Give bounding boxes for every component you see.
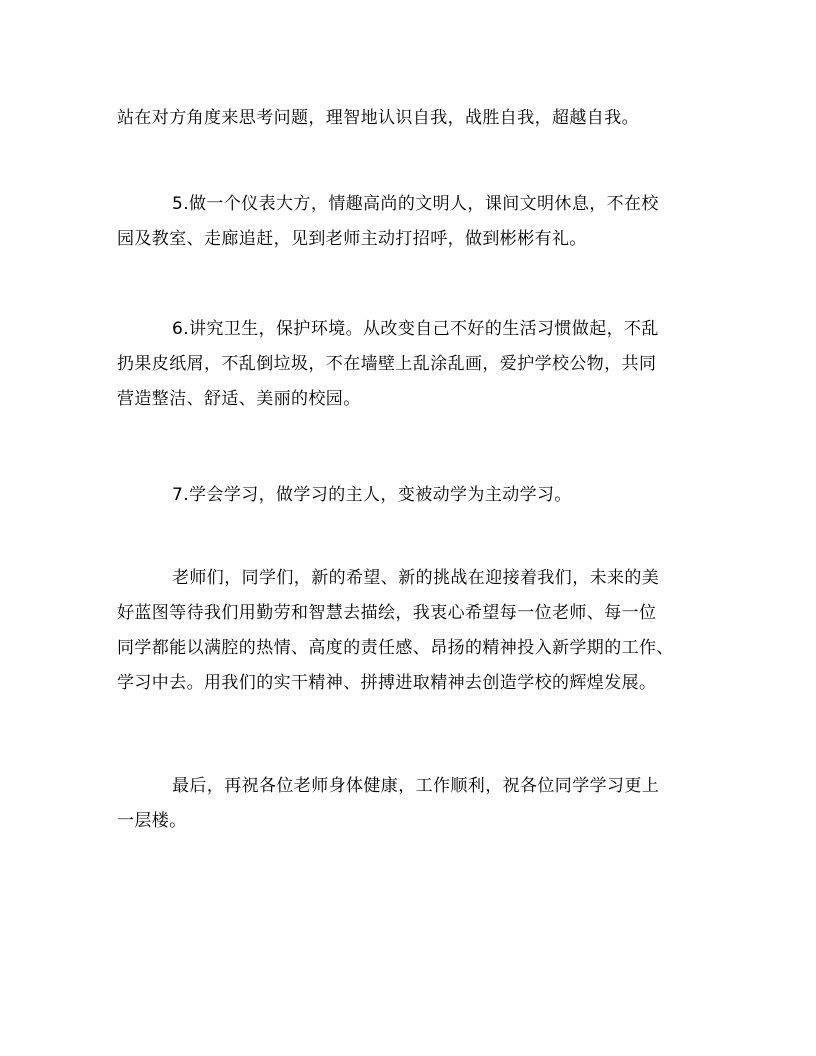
paragraph-item-6	[117, 312, 707, 417]
paragraph-line: 学习中去。用我们的实干精神、拼搏进取精神去创造学校的辉煌发展。	[117, 673, 657, 693]
paragraph-closing-remarks	[117, 561, 707, 701]
paragraph-line: 6.讲究卫生，保护环境。从改变自己不好的生活习惯做起，不乱	[172, 319, 659, 339]
paragraph-line: 站在对方角度来思考问题，理智地认识自我，战胜自我，超越自我。	[117, 108, 639, 128]
paragraph-line: 园及教室、走廊追赶，见到老师主动打招呼，做到彬彬有礼。	[117, 229, 587, 249]
paragraph-final-wishes	[117, 769, 707, 839]
paragraph-line: 最后，再祝各位老师身体健康，工作顺利，祝各位同学学习更上	[172, 776, 660, 796]
paragraph-line: 7.学会学习，做学习的主人，变被动学为主动学习。	[172, 485, 572, 505]
paragraph-line: 同学都能以满腔的热情、高度的责任感、昂扬的精神投入新学期的工作、	[117, 638, 674, 658]
paragraph-line: 好蓝图等待我们用勤劳和智慧去描绘，我衷心希望每一位老师、每一位	[117, 603, 657, 623]
paragraph-line: 营造整洁、舒适、美丽的校园。	[117, 389, 361, 409]
paragraph-item-7	[117, 478, 707, 513]
paragraph-line: 扔果皮纸屑，不乱倒垃圾，不在墙壁上乱涂乱画，爱护学校公物，共同	[117, 354, 657, 374]
paragraph-line: 5.做一个仪表大方，情趣高尚的文明人，课间文明休息，不在校	[172, 194, 659, 214]
paragraph-item-5	[117, 187, 707, 257]
paragraph-continuation	[117, 101, 707, 136]
paragraph-line: 一层楼。	[117, 811, 187, 831]
paragraph-line: 老师们，同学们，新的希望、新的挑战在迎接着我们，未来的美	[172, 568, 660, 588]
